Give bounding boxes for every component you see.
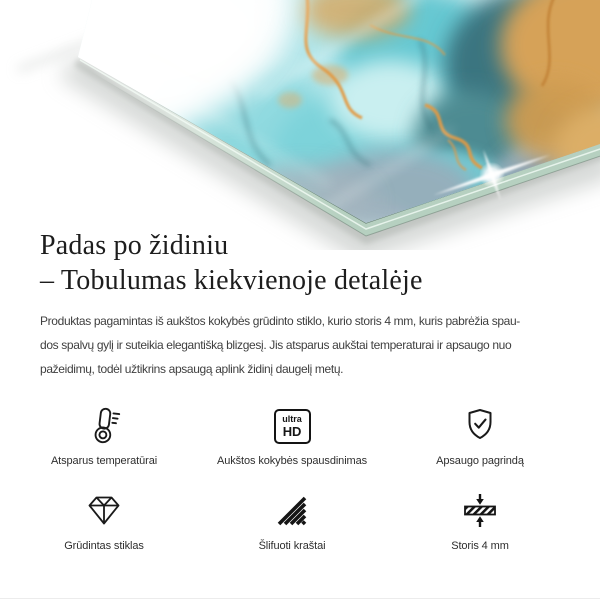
feature-label: Grūdintas stiklas	[64, 540, 144, 552]
ultra-hd-badge-bottom: HD	[282, 423, 302, 439]
feature-ultra-hd-print	[198, 402, 386, 467]
hatch-stripes-icon	[272, 487, 312, 535]
thermometer-icon	[83, 402, 125, 450]
feature-tempered-glass	[10, 487, 198, 552]
description-line: Produktas pagamintas iš aukštos kokybės grūdinto stiklo, kurio storis 4 mm, kuris pabrėžia spau-	[40, 314, 520, 328]
feature-label: Šlifuoti kraštai	[258, 540, 326, 552]
feature-label: Aukštos kokybės spausdinimas	[216, 455, 368, 467]
thickness-icon	[459, 487, 501, 535]
feature-thickness-4mm	[386, 487, 574, 552]
description-line: dos spalvų gylį ir suteikia elegantišką blizgesį. Jis atsparus aukštai temperaturai ir apsaugo nuo	[40, 338, 512, 352]
product-photo-glass-hearth-pad	[0, 0, 600, 250]
feature-label: Apsaugo pagrindą	[436, 455, 524, 467]
diamond-icon	[83, 487, 125, 535]
feature-heat-resistant	[10, 402, 198, 467]
glass-panel-artwork	[0, 0, 600, 250]
shield-check-icon	[460, 402, 500, 450]
ultra-hd-icon	[274, 402, 311, 450]
feature-polished-edges	[198, 487, 386, 552]
ultra-hd-badge-top: ultra	[282, 413, 302, 424]
product-description	[40, 309, 520, 381]
description-line: pažeidimų, todėl užtikrins apsaugą aplink židinį daugelį metų.	[40, 362, 344, 376]
feature-protects-base	[386, 402, 574, 467]
title-line-1: Padas po židiniu	[40, 230, 229, 261]
feature-label: Atsparus temperatūrai	[50, 455, 158, 467]
page-title	[40, 228, 423, 298]
section-divider	[0, 598, 600, 599]
features-grid	[10, 402, 574, 552]
title-line-2: – Tobulumas kiekvienoje detalėje	[40, 265, 423, 296]
feature-label: Storis 4 mm	[451, 540, 509, 552]
